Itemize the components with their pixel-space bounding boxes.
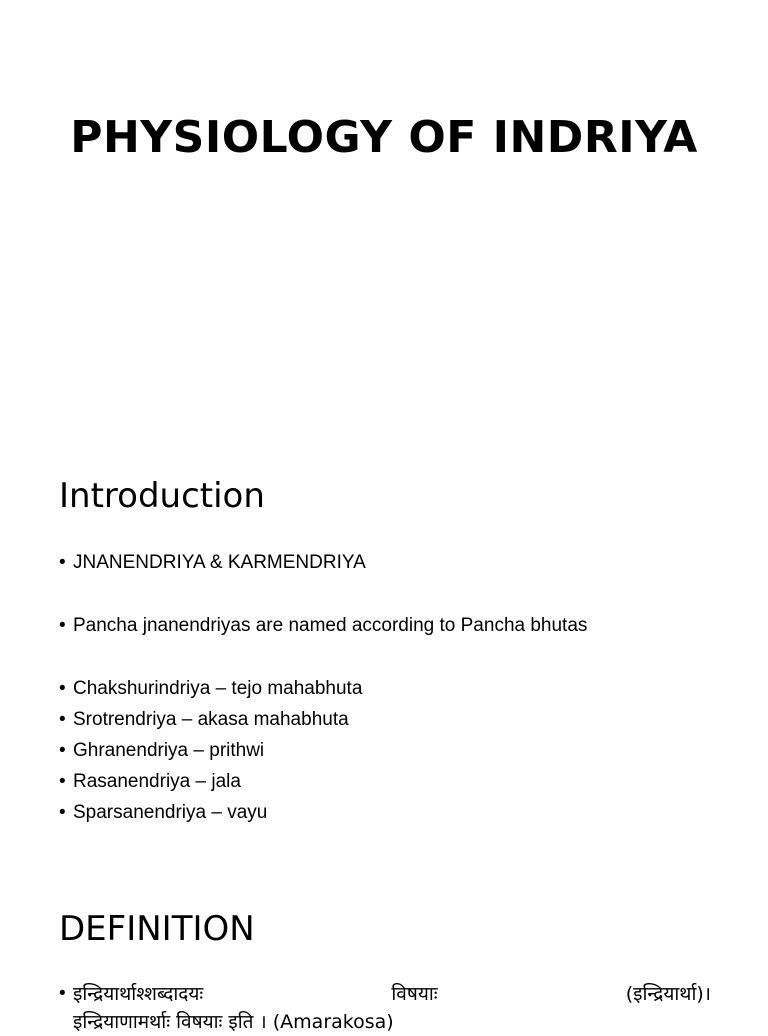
definition-heading: DEFINITION (59, 909, 255, 949)
introduction-list (59, 547, 587, 828)
definition-line-1 (73, 980, 711, 1008)
slide-title (0, 112, 768, 164)
definition-term: • इन्द्रियार्थाश्शब्दादयः (73, 983, 204, 1005)
definition-gloss: (इन्द्रियार्था)। (625, 983, 711, 1005)
introduction-heading: Introduction (59, 476, 265, 516)
list-item: • Sparsanendriya – vayu (59, 797, 587, 828)
definition-list (59, 980, 711, 1036)
list-item: • Pancha jnanendriyas are named according to Pancha bhutas (59, 610, 587, 641)
definition-source: (Amarakosa) (272, 1011, 394, 1033)
list-item: • Rasanendriya – jala (59, 766, 587, 797)
list-item: • JNANENDRIYA & KARMENDRIYA (59, 547, 587, 578)
list-item: • Ghranendriya – prithwi (59, 735, 587, 766)
list-item: • Chakshurindriya – tejo mahabhuta (59, 673, 587, 704)
list-item: • Srotrendriya – akasa mahabhuta (59, 704, 587, 735)
slide-title-text: PHYSIOLOGY OF INDRIYA (70, 112, 698, 163)
definition-item (59, 980, 711, 1036)
definition-vishaya: विषयाः (391, 983, 438, 1005)
definition-explanation: इन्द्रियाणामर्थाः विषयाः इति । (73, 1011, 267, 1033)
definition-line-2 (73, 1008, 711, 1036)
